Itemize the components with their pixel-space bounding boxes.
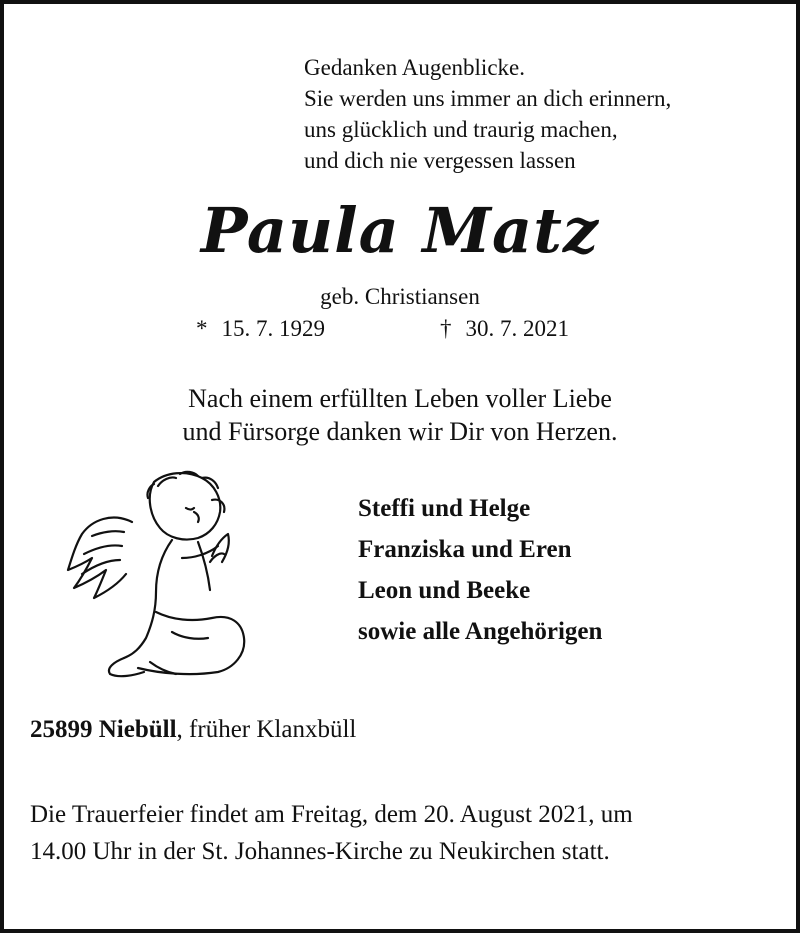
birth-star-icon: * — [196, 316, 208, 341]
address-former: , früher Klanxbüll — [176, 716, 357, 743]
thanks-line: und Fürsorge danken wir Dir von Herzen. — [182, 417, 618, 446]
funeral-line: Die Trauerfeier findet am Freitag, dem 20. August 2021, um — [30, 801, 633, 828]
poem-line: uns glücklich und traurig machen, — [304, 117, 618, 142]
death-date-row — [440, 316, 569, 342]
poem-line: und dich nie vergessen lassen — [304, 148, 576, 173]
poem-line: Sie werden uns immer an dich erinnern, — [304, 86, 672, 111]
poem — [304, 52, 671, 176]
death-date: 30. 7. 2021 — [465, 316, 569, 341]
funeral-info — [30, 796, 780, 870]
funeral-line: 14.00 Uhr in der St. Johannes-Kirche zu Neukirchen statt. — [30, 838, 610, 865]
thanks-line: Nach einem erfüllten Leben voller Liebe — [188, 384, 612, 413]
birth-name: geb. Christiansen — [320, 284, 480, 309]
poem-line: Gedanken Augenblicke. — [304, 55, 525, 80]
birth-date: 15. 7. 1929 — [221, 316, 325, 341]
birth-date-row — [196, 316, 325, 342]
mourner-item: Leon und Beeke — [358, 577, 531, 604]
praying-angel-icon — [62, 462, 252, 682]
mourner-item: Steffi und Helge — [358, 495, 531, 522]
mourner-item: Franziska und Eren — [358, 536, 572, 563]
address — [30, 716, 356, 744]
thanks-text — [0, 382, 800, 448]
address-city: 25899 Niebüll — [30, 716, 177, 743]
mourners-list — [358, 488, 602, 652]
deceased-name: Paula Matz — [200, 194, 600, 267]
cross-icon: † — [440, 316, 452, 341]
mourner-item: sowie alle Angehörigen — [358, 618, 603, 645]
